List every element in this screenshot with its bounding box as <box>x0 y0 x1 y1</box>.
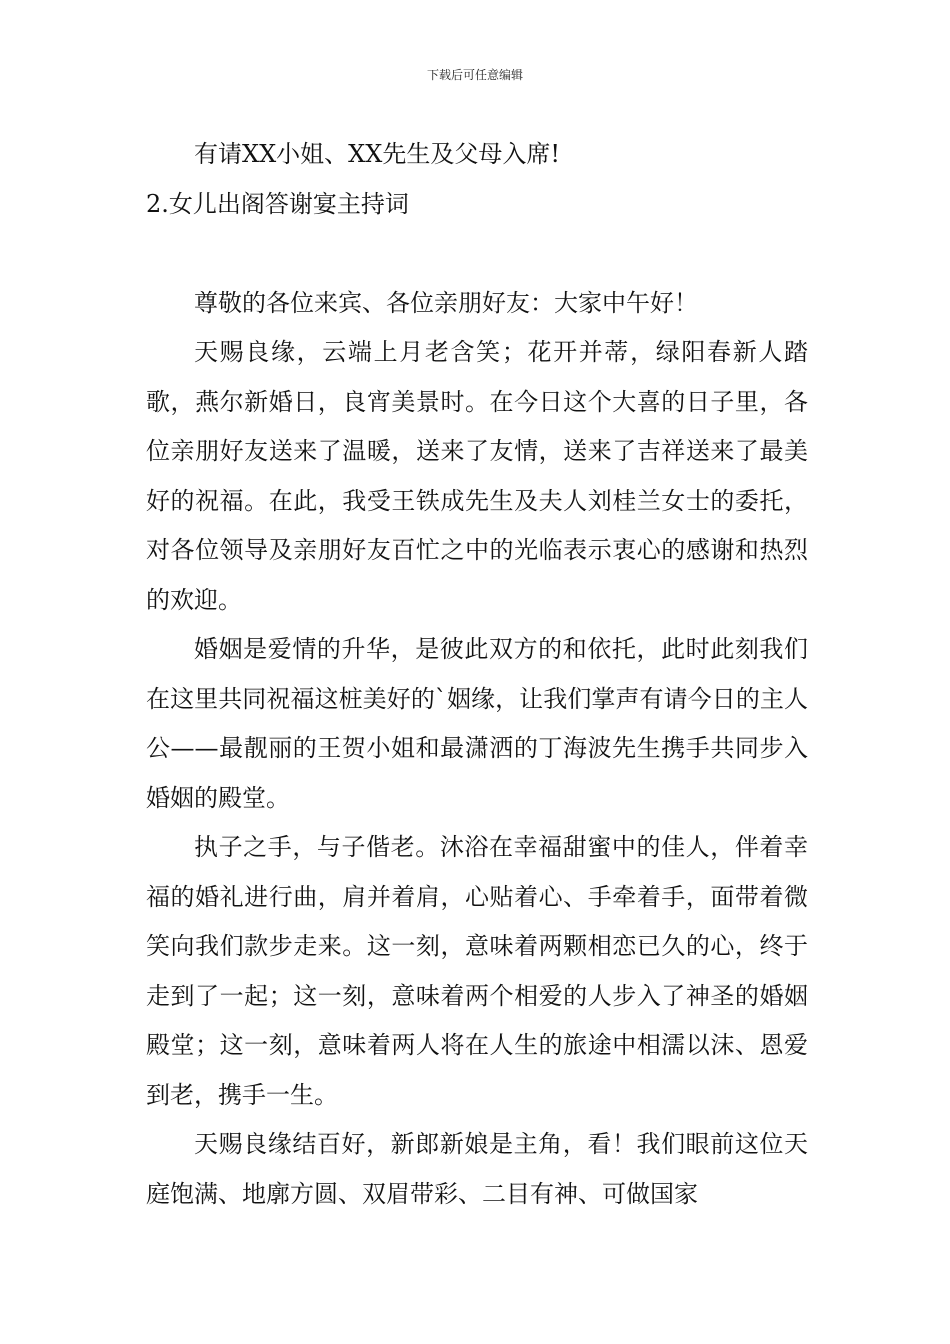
document-body <box>146 130 808 1219</box>
paragraph-hand-in-hand: 执子之手，与子偕老。沐浴在幸福甜蜜中的佳人，伴着幸福的婚礼进行曲，肩并着肩，心贴着心、手牵着手，面带着微笑向我们款步走来。这一刻，意味着两颗相恋已久的心，终于走到了一起；这一刻，意味着两个相爱的人步入了神圣的婚姻殿堂；这一刻，意味着两人将在人生的旅途中相濡以沫、恩爱到老，携手一生。 <box>146 833 808 1109</box>
intro-line: 有请XX小姐、XX先生及父母入席! <box>194 140 560 168</box>
paragraph-opening: 天赐良缘，云端上月老含笑；花开并蒂，绿阳春新人踏歌，燕尔新婚日，良宵美景时。在今日这个大喜的日子里，各位亲朋好友送来了温暖，送来了友情，送来了吉祥送来了最美好的祝福。在此，我受王铁成先生及夫人刘桂兰女士的委托，对各位领导及亲朋好友百忙之中的光临表示衷心的感谢和热烈的欢迎。 <box>146 338 808 614</box>
section-title: 2.女儿出阁答谢宴主持词 <box>146 189 409 218</box>
paragraph-marriage: 婚姻是爱情的升华，是彼此双方的和依托，此时此刻我们在这里共同祝福这桩美好的`姻缘，让我们掌声有请今日的主人公——最靓丽的王贺小姐和最潇洒的丁海波先生携手共同步入婚姻的殿堂。 <box>146 635 808 812</box>
paragraph-greeting: 尊敬的各位来宾、各位亲朋好友：大家中午好！ <box>194 288 698 317</box>
blank-line <box>146 229 808 279</box>
page-header-note: 下载后可任意编辑 <box>426 68 523 82</box>
paragraph-groom: 天赐良缘结百好，新郎新娘是主角，看！我们眼前这位天庭饱满、地廓方圆、双眉带彩、二目有神、可做国家 <box>146 1130 808 1208</box>
